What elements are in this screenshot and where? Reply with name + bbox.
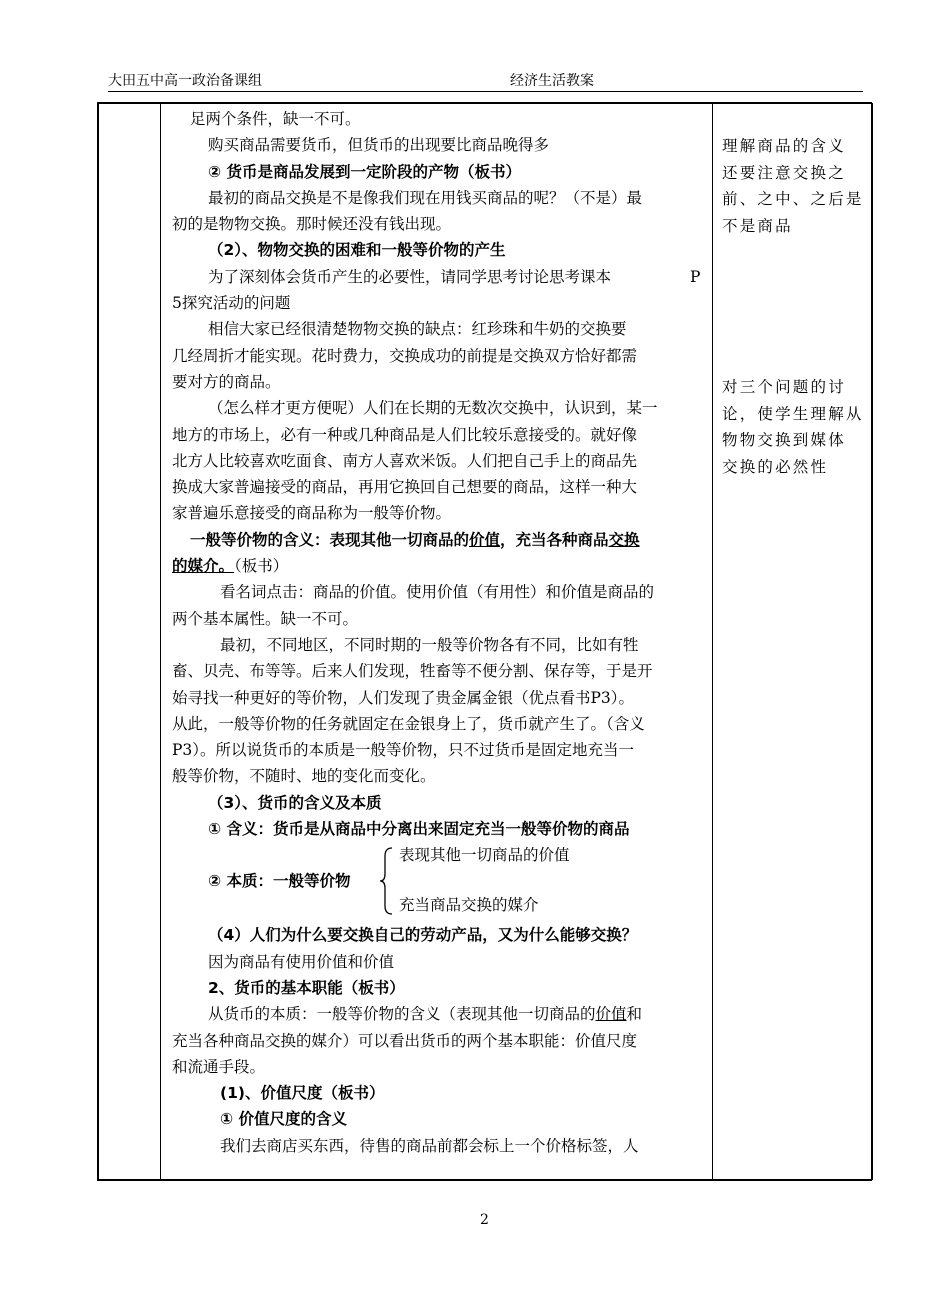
side-note-line: 不是商品 <box>722 216 793 235</box>
section-heading: ② 货币是商品发展到一定阶段的产物（板书） <box>208 162 522 181</box>
side-note-2 <box>722 374 862 480</box>
section-heading: （3）、货币的含义及本质 <box>208 793 382 812</box>
section-heading: ① 含义：货币是从商品中分离出来固定充当一般等价物的商品 <box>208 820 630 839</box>
text-line: 购买商品需要货币，但货币的出现要比商品晚得多 <box>208 136 550 155</box>
text-line: 般等价物，不随时、地的变化而变化。 <box>172 767 436 786</box>
essence-brace-group <box>172 842 704 922</box>
text-line: 要对方的商品。 <box>172 372 281 391</box>
text-line: 从此，一般等价物的任务就固定在金银身上了，货币就产生了。（含义 <box>172 714 645 733</box>
section-heading: ① 价值尺度的含义 <box>220 1110 348 1129</box>
text-line: 畜、贝壳、布等等。后来人们发现，牲畜等不便分割、保存等，于是开 <box>172 662 653 681</box>
side-note-line: 理解商品的含义 <box>722 137 846 155</box>
side-note-line: 物物交换到媒体 <box>722 431 846 449</box>
header-right-text: 经济生活教案 <box>510 73 594 89</box>
table-top-border <box>97 102 872 104</box>
table-column-divider-1 <box>160 103 161 1180</box>
text-line <box>172 264 704 290</box>
table-column-divider-2 <box>712 103 713 1180</box>
text-span: 和 <box>626 1005 643 1024</box>
text-line: 相信大家已经很清楚物物交换的缺点：红珍珠和牛奶的交换要 <box>208 320 627 339</box>
header-rule <box>108 91 863 92</box>
text-line: 最初的商品交换是不是像我们现在用钱买商品的呢？（不是）最 <box>208 188 643 207</box>
underlined-term: 价值 <box>469 530 501 549</box>
curly-brace-icon <box>378 846 394 916</box>
text-span: ，充当各种商品 <box>500 530 609 549</box>
text-span: 一般等价物的含义：表现其他一切商品的 <box>190 530 470 549</box>
text-line: 初的是物物交换。那时候还没有钱出现。 <box>172 215 452 234</box>
text-line: 因为商品有使用价值和价值 <box>208 952 395 971</box>
text-line: 几经周折才能实现。花时费力，交换成功的前提是交换双方恰好都需 <box>172 346 638 365</box>
text-line: 和流通手段。 <box>172 1057 266 1076</box>
text-line: 始寻找一种更好的等价物，人们发现了贵金属金银（优点看书P3）。 <box>172 688 635 707</box>
brace-item: 充当商品交换的媒介 <box>399 896 539 915</box>
text-line: 家普遍乐意接受的商品称为一般等价物。 <box>172 504 452 523</box>
page-number: 2 <box>480 1212 489 1228</box>
table-bottom-border <box>97 1179 872 1181</box>
section-heading: (1)、价值尺度（板书） <box>220 1084 385 1103</box>
text-line: 充当各种商品交换的媒介）可以看出货币的两个基本职能：价值尺度 <box>172 1031 638 1050</box>
brace-item: 表现其他一切商品的价值 <box>399 846 570 865</box>
side-note-1 <box>722 133 862 239</box>
text-line: P3）。所以说货币的本质是一般等价物，只不过货币是固定地充当一 <box>172 741 635 760</box>
side-note-line: 对三个问题的讨 <box>722 378 846 396</box>
table-left-border <box>97 103 99 1180</box>
text-line: 足两个条件，缺一不可。 <box>190 110 361 128</box>
text-span: P <box>690 267 701 286</box>
text-line: 5探究活动的问题 <box>172 294 291 313</box>
side-note-line: 还要注意交换之 <box>722 163 846 182</box>
side-note-line: 前、之中、之后是 <box>722 190 864 208</box>
underlined-term: 交换 <box>608 530 640 549</box>
side-note-line: 交换的必然性 <box>722 457 829 476</box>
section-heading: （4）人们为什么要交换自己的劳动产品，又为什么能够交换？ <box>208 926 638 945</box>
text-line <box>172 1001 704 1027</box>
text-line: 两个基本属性。缺一不可。 <box>172 609 359 628</box>
table-right-border <box>871 103 873 1180</box>
underlined-term: 的媒介。 <box>172 557 235 576</box>
text-span: （板书） <box>234 557 289 576</box>
section-heading: 2、货币的基本职能（板书） <box>208 978 405 997</box>
text-line: 换成大家普遍接受的商品，再用它换回自己想要的商品，这样一种大 <box>172 478 638 497</box>
lesson-content <box>172 106 704 1159</box>
text-span: 从货币的本质：一般等价物的含义（表现其他一切商品的 <box>208 1005 596 1024</box>
text-line: 最初，不同地区，不同时期的一般等价物各有不同，比如有牲 <box>220 635 639 654</box>
side-note-line: 论，使学生理解从 <box>722 404 864 423</box>
text-line: 地方的市场上，必有一种或几种商品是人们比较乐意接受的。就好像 <box>172 425 638 444</box>
header-left-text: 大田五中高一政治备课组 <box>108 73 262 89</box>
text-line: （怎么样才更方便呢）人们在长期的无数次交换中，认识到，某一 <box>208 399 658 418</box>
section-heading: （2）、物物交换的困难和一般等价物的产生 <box>208 241 506 260</box>
text-line: 看名词点击：商品的价值。使用价值（有用性）和价值是商品的 <box>220 583 655 602</box>
definition-line <box>172 553 704 579</box>
text-span: 为了深刻体会货币产生的必要性，请同学思考讨论思考课本 <box>208 267 612 286</box>
text-line: 北方人比较喜欢吃面食、南方人喜欢米饭。人们把自己手上的商品先 <box>172 451 638 470</box>
underlined-term: 价值 <box>595 1005 627 1024</box>
brace-label: ② 本质：一般等价物 <box>208 872 351 891</box>
text-line: 我们去商店买东西，待售的商品前都会标上一个价格标签，人 <box>220 1136 639 1155</box>
definition-line <box>172 527 704 553</box>
